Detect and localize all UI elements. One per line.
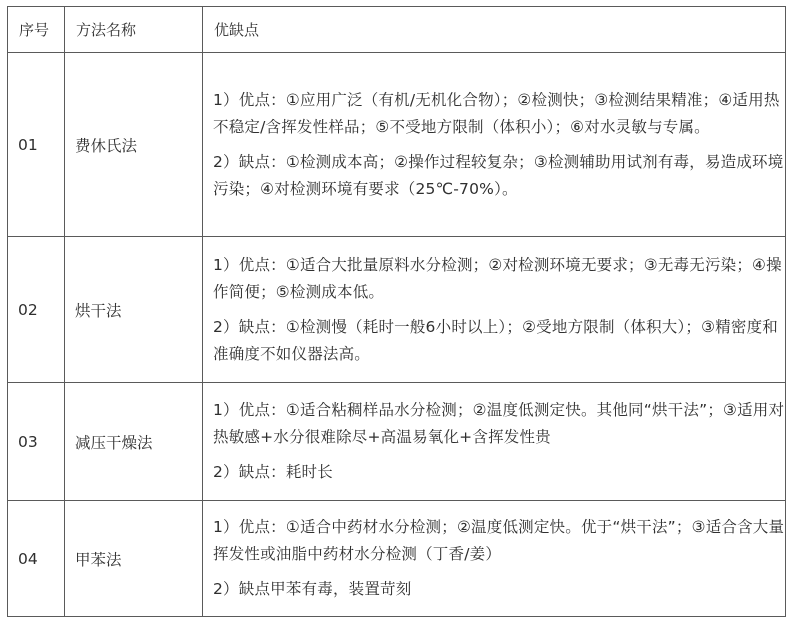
table-header-row <box>8 7 786 53</box>
pros-paragraph: 1）优点：①适合粘稠样品水分检测；②温度低测定快。其他同“烘干法”；③适用对热敏感+水分很难除尽+高温易氧化+含挥发性贵 <box>213 401 785 446</box>
serial-number-cell: 04 <box>8 501 65 617</box>
pros-paragraph: 1）优点：①适合中药材水分检测；②温度低测定快。优于“烘干法”；③适合含大量挥发性或油脂中药材水分检测（丁香/姜） <box>213 518 785 563</box>
table-row <box>8 501 786 617</box>
method-name-cell: 烘干法 <box>65 237 203 383</box>
serial-number-cell: 01 <box>8 53 65 237</box>
header-pros-cons: 优缺点 <box>203 7 786 53</box>
method-name-cell: 减压干燥法 <box>65 383 203 501</box>
cons-paragraph: 2）缺点：①检测成本高；②操作过程较复杂；③检测辅助用试剂有毒，易造成环境污染；④对检测环境有要求（25℃-70%）。 <box>213 152 784 198</box>
header-serial-number: 序号 <box>8 7 65 53</box>
cons-paragraph: 2）缺点：耗时长 <box>213 463 333 481</box>
cons-paragraph: 2）缺点：①检测慢（耗时一般6小时以上）；②受地方限制（体积大）；③精密度和准确度不如仪器法高。 <box>213 317 779 363</box>
table-row <box>8 383 786 501</box>
pros-cons-cell <box>203 501 786 617</box>
serial-number-cell: 03 <box>8 383 65 501</box>
pros-paragraph: 1）优点：①适合大批量原料水分检测；②对检测环境无要求；③无毒无污染；④操作简便；⑤检测成本低。 <box>213 255 782 301</box>
pros-cons-cell <box>203 237 786 383</box>
table-row <box>8 53 786 237</box>
pros-paragraph: 1）优点：①应用广泛（有机/无机化合物）；②检测快；③检测结果精准；④适用热不稳定/含挥发性样品；⑤不受地方限制（体积小）；⑥对水灵敏与专属。 <box>213 90 780 136</box>
method-name-cell: 甲苯法 <box>65 501 203 617</box>
serial-number-cell: 02 <box>8 237 65 383</box>
pros-cons-cell <box>203 383 786 501</box>
methods-table <box>7 6 786 617</box>
header-method-name: 方法名称 <box>65 7 203 53</box>
table-row <box>8 237 786 383</box>
cons-paragraph: 2）缺点甲苯有毒，装置苛刻 <box>213 580 412 598</box>
pros-cons-cell <box>203 53 786 237</box>
method-name-cell: 费休氏法 <box>65 53 203 237</box>
